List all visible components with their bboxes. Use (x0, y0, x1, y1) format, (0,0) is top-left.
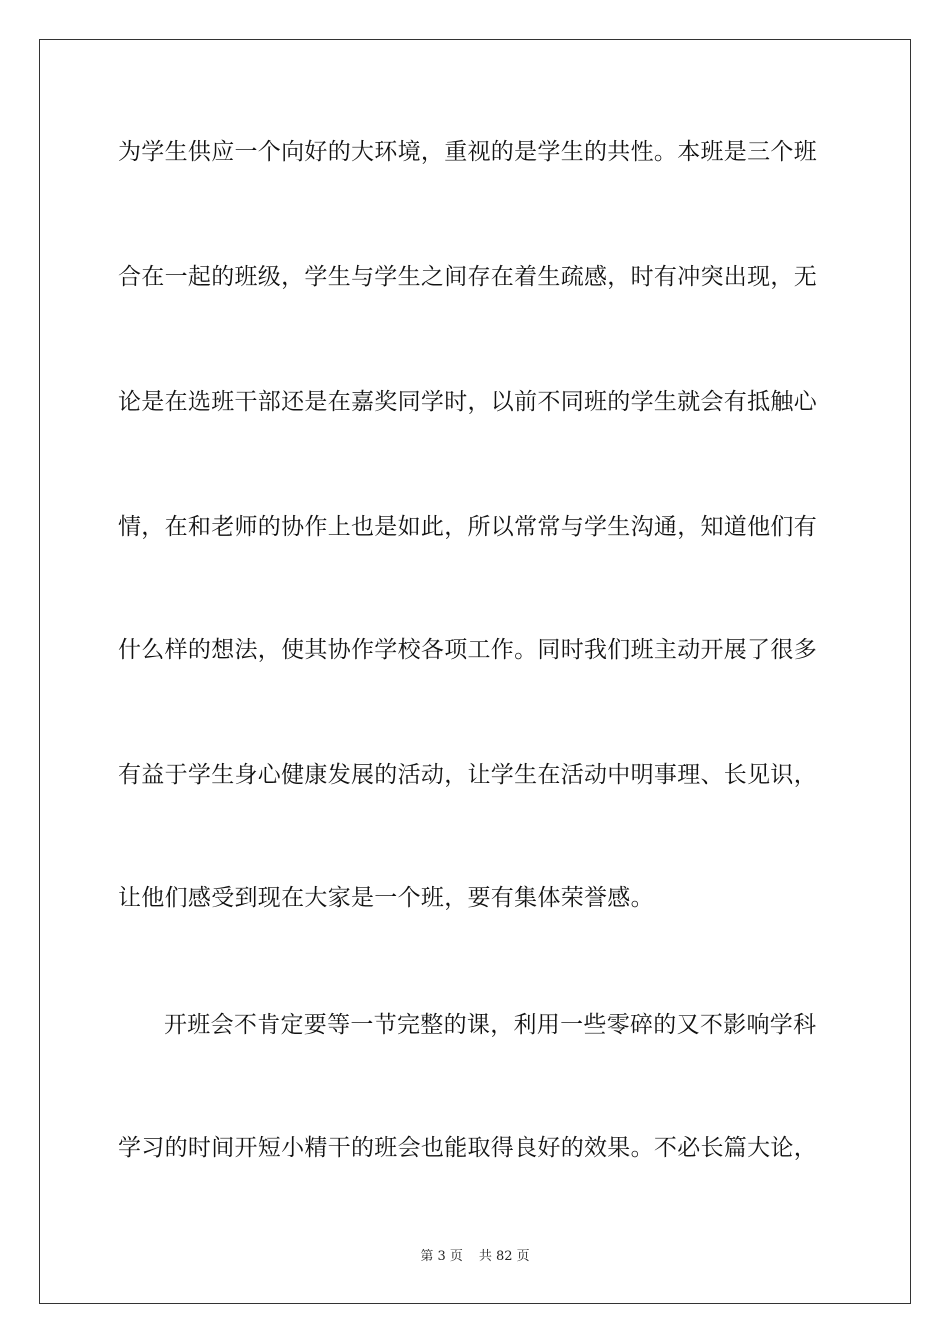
page-border (39, 39, 911, 1304)
paragraph-start-line: 开班会不肯定要等一节完整的课，利用一些零碎的又不影响学科 (164, 1012, 817, 1038)
text-line-7: 让他们感受到现在大家是一个班，要有集体荣誉感。 (118, 885, 654, 911)
page-number: 第 3 页 (420, 1249, 463, 1264)
text-line-5: 什么样的想法，使其协作学校各项工作。同时我们班主动开展了很多 (118, 637, 817, 663)
page-total: 共 82 页 (478, 1249, 530, 1264)
text-line-2: 合在一起的班级，学生与学生之间存在着生疏感，时有冲突出现，无 (118, 264, 817, 290)
text-line-1: 为学生供应一个向好的大环境，重视的是学生的共性。本班是三个班 (118, 139, 817, 165)
text-line-4: 情，在和老师的协作上也是如此，所以常常与学生沟通，知道他们有 (118, 514, 817, 540)
text-line-3: 论是在选班干部还是在嘉奖同学时，以前不同班的学生就会有抵触心 (118, 389, 817, 415)
text-line-9: 学习的时间开短小精干的班会也能取得良好的效果。不必长篇大论， (118, 1135, 817, 1161)
page-footer (0, 1248, 950, 1266)
text-line-6: 有益于学生身心健康发展的活动，让学生在活动中明事理、长见识， (118, 762, 817, 788)
